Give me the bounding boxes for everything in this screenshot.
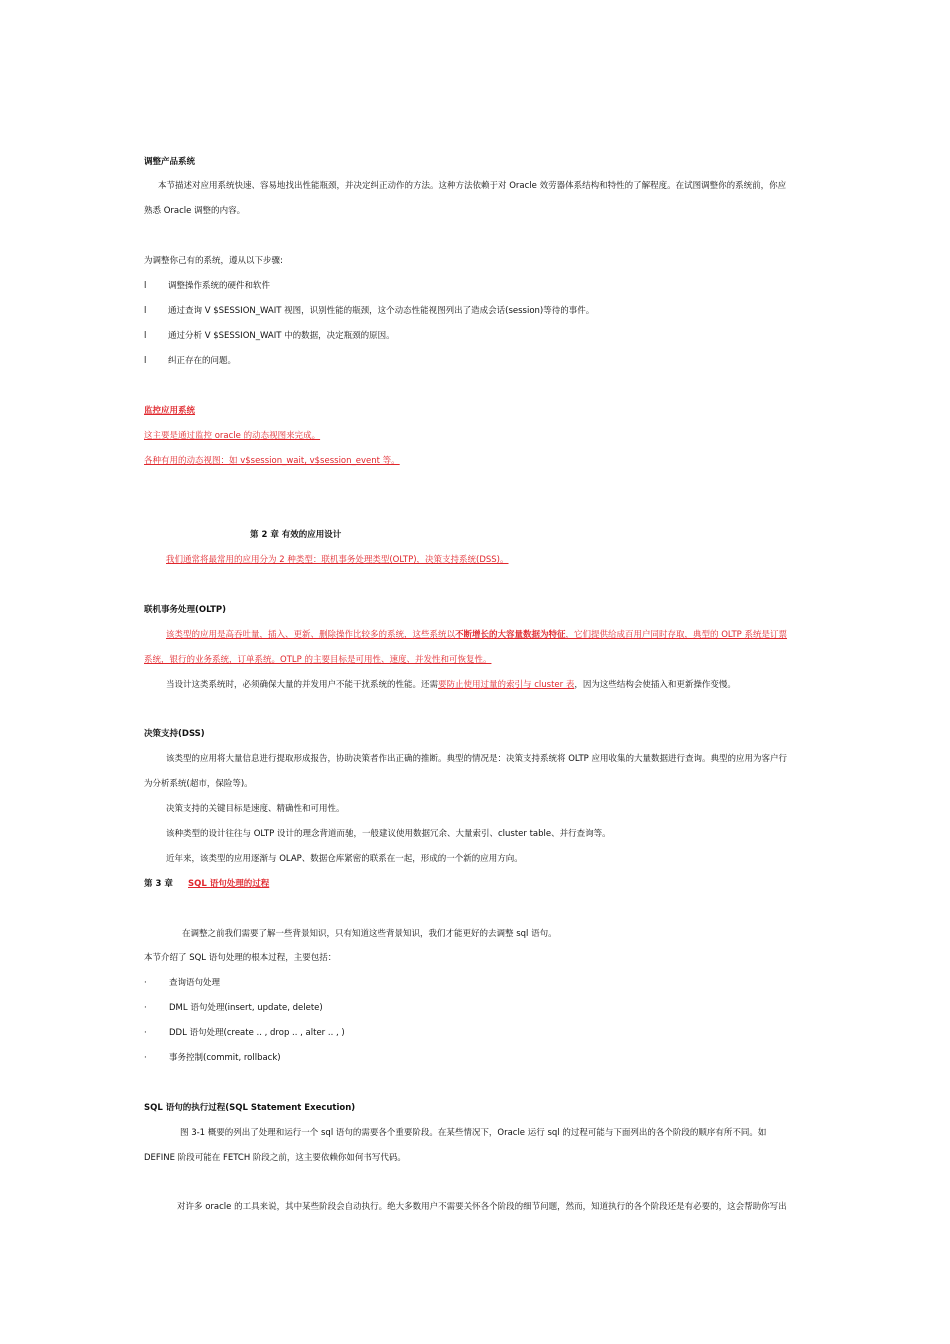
oltp-line: 系统，银行的业务系统，订单系统。OTLP 的主要目标是可用性、速度、并发性和可恢复性。 xyxy=(144,655,492,665)
oltp-line: 当设计这类系统时，必须确保大量的并发用户不能干扰系统的性能。还需要防止使用过量的索引与 cluster 表，因为这些结构会使插入和更新操作变慢。 xyxy=(166,680,736,690)
bullet-icon: · xyxy=(144,1028,147,1038)
paragraph-line: DEFINE 阶段可能在 FETCH 阶段之前，这主要依赖你如何书写代码。 xyxy=(144,1153,406,1163)
paragraph-line: 在调整之前我们需要了解一些背景知识，只有知道这些背景知识，我们才能更好的去调整 sql 语句。 xyxy=(182,929,557,939)
chapter-title: 第 2 章 有效的应用设计 xyxy=(250,530,342,540)
monitor-line: 各种有用的动态视图：如 v$session_wait, v$session_event 等。 xyxy=(144,456,400,466)
dss-title: 决策支持(DSS) xyxy=(144,729,205,739)
chapter-title: SQL 语句处理的过程 xyxy=(188,879,270,889)
bullet-icon: l xyxy=(144,356,147,366)
bullet-icon: l xyxy=(144,331,147,341)
paragraph-line: 本节描述对应用系统快速、容易地找出性能瓶颈，并决定纠正动作的方法。这种方法依赖于对 Oracle 效劳器体系结构和特性的了解程度。在试图调整你的系统前，你应 xyxy=(158,181,787,191)
bullet-icon: · xyxy=(144,1003,147,1013)
section-title: 调整产品系统 xyxy=(144,157,196,167)
bullet-icon: · xyxy=(144,1053,147,1063)
bullet-icon: · xyxy=(144,978,147,988)
paragraph-line: 图 3-1 概要的列出了处理和运行一个 sql 语句的需要各个重要阶段。在某些情况下，Oracle 运行 sql 的过程可能与下面列出的各个阶段的顺序有所不同。如 xyxy=(180,1128,767,1138)
bullet-icon: l xyxy=(144,306,147,316)
steps-intro: 为调整你己有的系统，遵从以下步骤: xyxy=(144,256,283,266)
exec-title: SQL 语句的执行过程(SQL Statement Execution) xyxy=(144,1103,356,1113)
paragraph-line: 本节介绍了 SQL 语句处理的根本过程，主要包括： xyxy=(144,953,337,963)
oltp-title: 联机事务处理(OLTP) xyxy=(144,605,227,615)
dss-line: 该类型的应用将大量信息进行提取形成报告，协助决策者作出正确的推断。典型的情况是：决策支持系统将 OLTP 应用收集的大量数据进行查询。典型的应用为客户行 xyxy=(166,754,787,764)
oltp-line: 该类型的应用是高吞吐量，插入、更新、删除操作比较多的系统，这些系统以不断增长的大容量数据为特征，它们提供给成百用户同时存取，典型的 OLTP 系统是订票 xyxy=(166,630,788,640)
paragraph-line: 对许多 oracle 的工具来说，其中某些阶段会自动执行。绝大多数用户不需要关怀各个阶段的细节问题，然而，知道执行的各个阶段还是有必要的，这会帮助你写出 xyxy=(177,1202,787,1212)
monitor-title: 监控应用系统 xyxy=(144,406,196,416)
dss-line: 为分析系统(超市，保险等)。 xyxy=(144,779,253,789)
bullet-icon: l xyxy=(144,281,147,291)
dss-line: 近年来，该类型的应用逐渐与 OLAP、数据仓库紧密的联系在一起，形成的一个新的应用方向。 xyxy=(166,854,523,864)
chapter-label: 第 3 章 xyxy=(144,879,173,889)
monitor-line: 这主要是通过监控 oracle 的动态视图来完成。 xyxy=(144,431,321,441)
paragraph-line: 熟悉 Oracle 调整的内容。 xyxy=(144,206,246,216)
dss-line: 该种类型的设计往往与 OLTP 设计的理念背道而驰，一般建议使用数据冗余、大量索引、cluster table、并行查询等。 xyxy=(166,829,611,839)
chapter-intro: 我们通常将最常用的应用分为 2 种类型：联机事务处理类型(OLTP)，决策支持系统(DSS)。 xyxy=(166,555,509,565)
dss-line: 决策支持的关键目标是速度、精确性和可用性。 xyxy=(166,804,345,814)
